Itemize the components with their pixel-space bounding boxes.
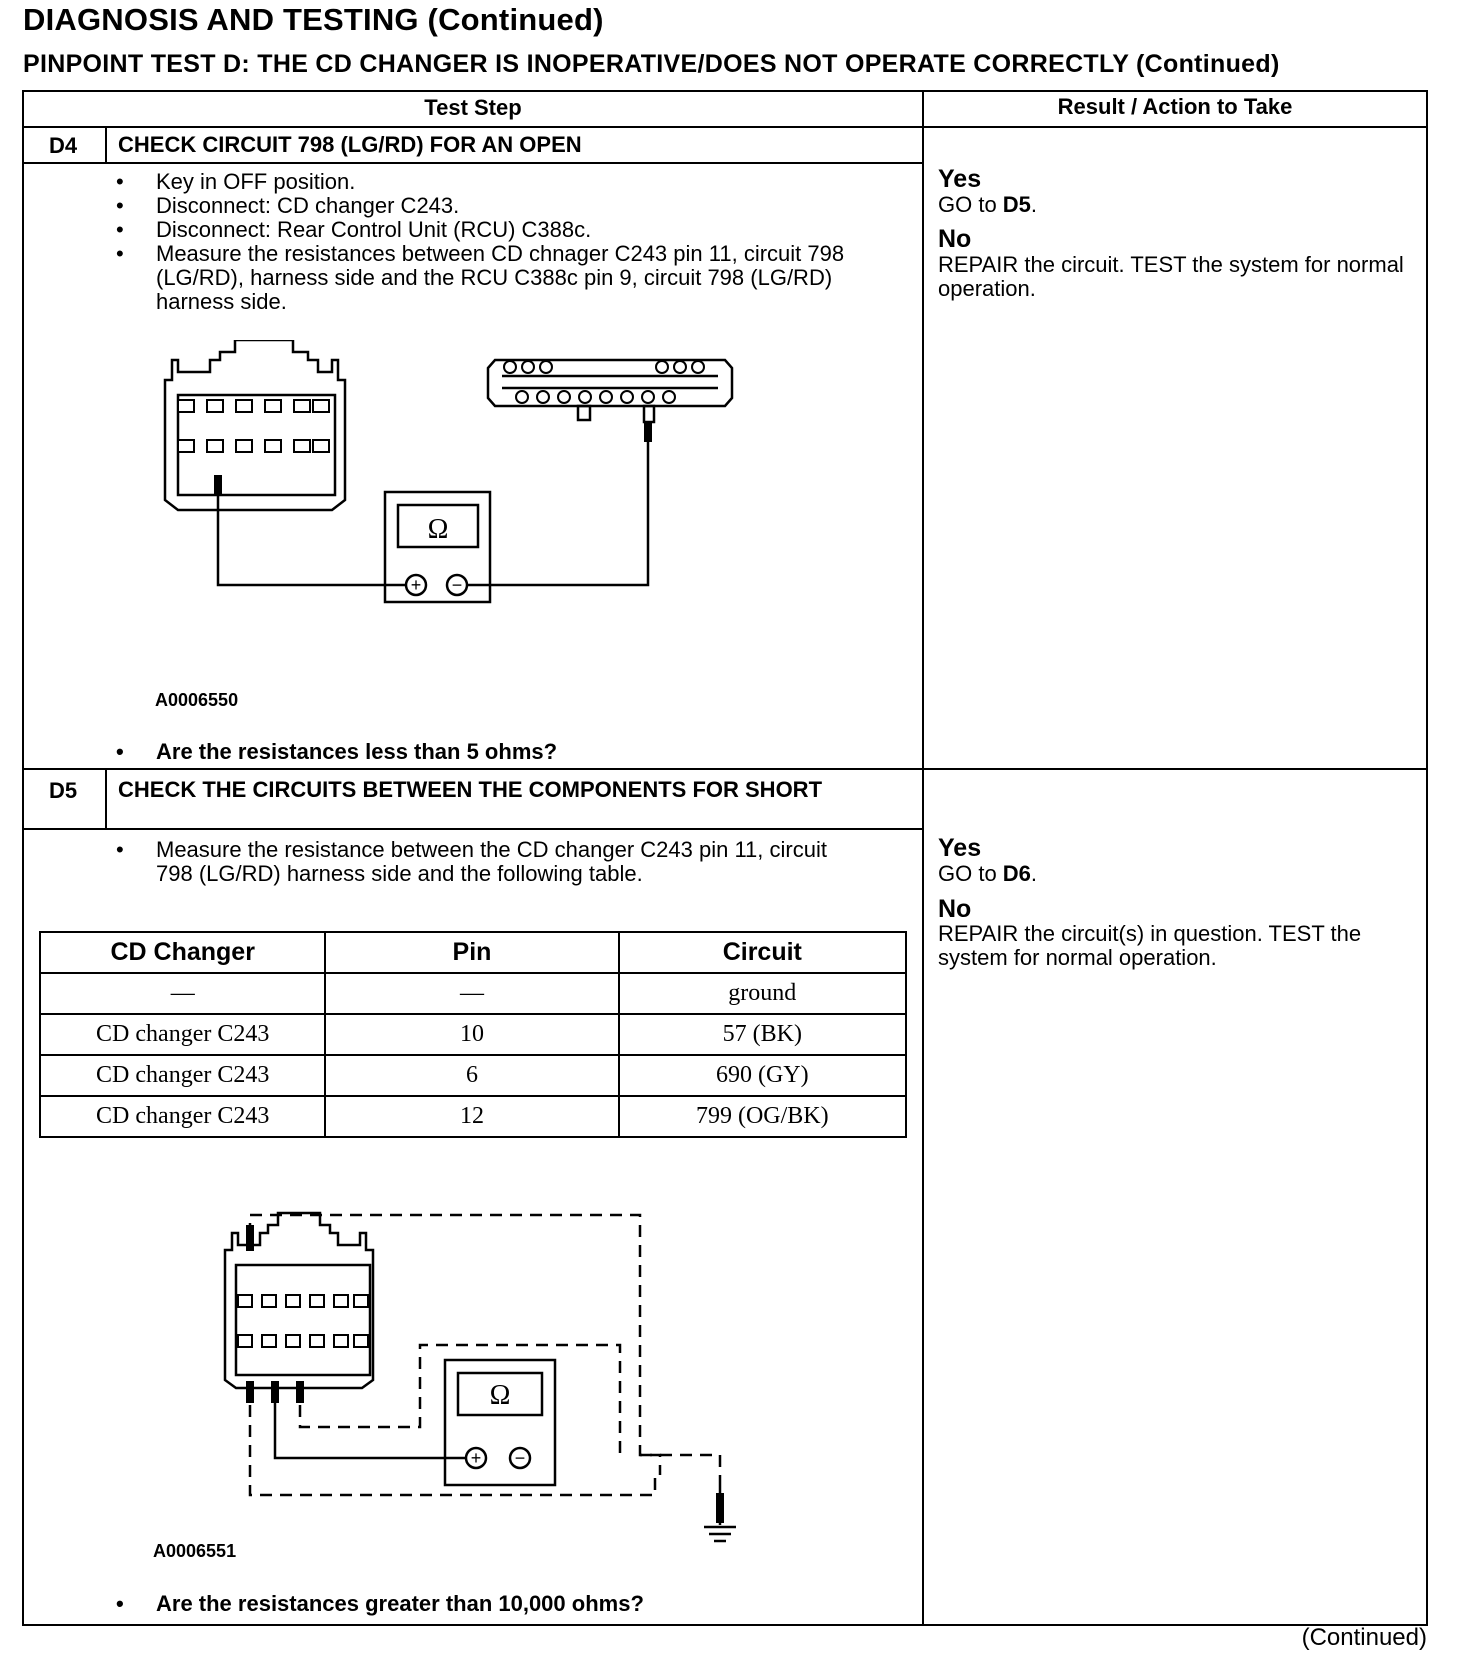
minus-terminal: − <box>451 575 463 595</box>
d4-no-action: REPAIR the circuit. TEST the system for normal operation. <box>938 252 1404 301</box>
ohm-symbol: Ω <box>489 1380 511 1411</box>
table-border-top <box>22 90 1428 92</box>
d5-yes-label: Yes <box>938 834 982 862</box>
d5-id-divider <box>105 769 107 829</box>
d5-wiring-diagram <box>220 1205 760 1565</box>
cell: CD changer C243 <box>40 1055 325 1096</box>
list-item: • Measure the resistances between CD chnager C243 pin 11, circuit 798 (LG/RD), harness side and the RCU C388c pin 9, circuit 798 (LG/RD) harness side. <box>116 242 861 314</box>
ground-icon <box>704 1527 736 1541</box>
continued-footer: (Continued) <box>1301 1624 1427 1651</box>
step-d5-id: D5 <box>49 778 78 803</box>
test-lead-negative <box>467 425 648 585</box>
cell: CD changer C243 <box>40 1096 325 1137</box>
cd-changer-connector-icon <box>165 340 345 510</box>
circuit-table <box>39 931 907 1138</box>
plus-terminal: + <box>410 575 422 595</box>
d5-no-label: No <box>938 895 972 923</box>
d4-yes-action: GO to D5. <box>938 192 1038 217</box>
list-item: • Key in OFF position. <box>116 170 861 194</box>
d4-wiring-diagram <box>150 340 750 660</box>
table-row <box>40 1014 906 1055</box>
cell: 799 (OG/BK) <box>619 1096 906 1137</box>
table-row <box>40 1055 906 1096</box>
col-cd-changer: CD Changer <box>40 932 325 973</box>
d4-title-divider <box>22 162 924 164</box>
col-circuit: Circuit <box>619 932 906 973</box>
ohmmeter-icon <box>445 1360 555 1485</box>
table-border-bottom <box>22 1624 1428 1626</box>
ohm-symbol: Ω <box>427 514 449 545</box>
cell: — <box>40 973 325 1014</box>
d5-row-divider <box>22 768 1428 770</box>
cell: 10 <box>325 1014 618 1055</box>
list-item: • Disconnect: CD changer C243. <box>116 194 861 218</box>
cell: CD changer C243 <box>40 1014 325 1055</box>
step-d5-title: CHECK THE CIRCUITS BETWEEN THE COMPONENTS FOR SHORT <box>118 777 823 802</box>
step-d4-instructions <box>116 170 861 314</box>
table-border-right <box>1426 90 1428 1626</box>
cell: 690 (GY) <box>619 1055 906 1096</box>
dashed-lead-bottom <box>250 1385 655 1495</box>
dashed-lead-inner <box>300 1345 620 1455</box>
list-item: • Measure the resistance between the CD changer C243 pin 11, circuit 798 (LG/RD) harness side and the following table. <box>116 838 861 886</box>
step-d5-question: • Are the resistances greater than 10,000 ohms? <box>116 1591 644 1617</box>
step-d4-title: CHECK CIRCUIT 798 (LG/RD) FOR AN OPEN <box>118 132 582 157</box>
dashed-ground-lead <box>640 1455 720 1475</box>
d5-no-action: REPAIR the circuit(s) in question. TEST the system for normal operation. <box>938 921 1362 970</box>
table-row <box>40 1096 906 1137</box>
d4-yes-target: D5 <box>1002 192 1031 217</box>
table-header-row <box>40 932 906 973</box>
plus-terminal: + <box>470 1448 482 1468</box>
cell: 12 <box>325 1096 618 1137</box>
cell: 57 (BK) <box>619 1014 906 1055</box>
step-d5-instructions <box>116 838 861 886</box>
header-result-action: Result / Action to Take <box>1057 94 1293 119</box>
d4-yes-label: Yes <box>938 165 982 193</box>
header-test-step: Test Step <box>424 95 522 120</box>
d4-no-label: No <box>938 225 972 253</box>
page-title: DIAGNOSIS AND TESTING (Continued) <box>23 2 604 37</box>
table-border-left <box>22 90 24 1626</box>
header-row-divider <box>22 126 1428 128</box>
cell: ground <box>619 973 906 1014</box>
minus-terminal: − <box>514 1448 526 1468</box>
list-item: • Disconnect: Rear Control Unit (RCU) C388c. <box>116 218 861 242</box>
d5-title-divider <box>22 828 924 830</box>
column-divider <box>922 90 924 1626</box>
step-d4-id: D4 <box>49 133 78 158</box>
col-pin: Pin <box>325 932 618 973</box>
d5-yes-target: D6 <box>1002 861 1031 886</box>
step-d4-question: • Are the resistances less than 5 ohms? <box>116 739 557 765</box>
pinpoint-test-title: PINPOINT TEST D: THE CD CHANGER IS INOPERATIVE/DOES NOT OPERATE CORRECTLY (Continued) <box>23 50 1280 78</box>
d5-yes-action: GO to D6. <box>938 861 1038 886</box>
table-row <box>40 973 906 1014</box>
cell: 6 <box>325 1055 618 1096</box>
d4-id-divider <box>105 127 107 163</box>
figure-d5-id: A0006551 <box>153 1541 237 1561</box>
cell: — <box>325 973 618 1014</box>
figure-d4-id: A0006550 <box>155 690 239 710</box>
